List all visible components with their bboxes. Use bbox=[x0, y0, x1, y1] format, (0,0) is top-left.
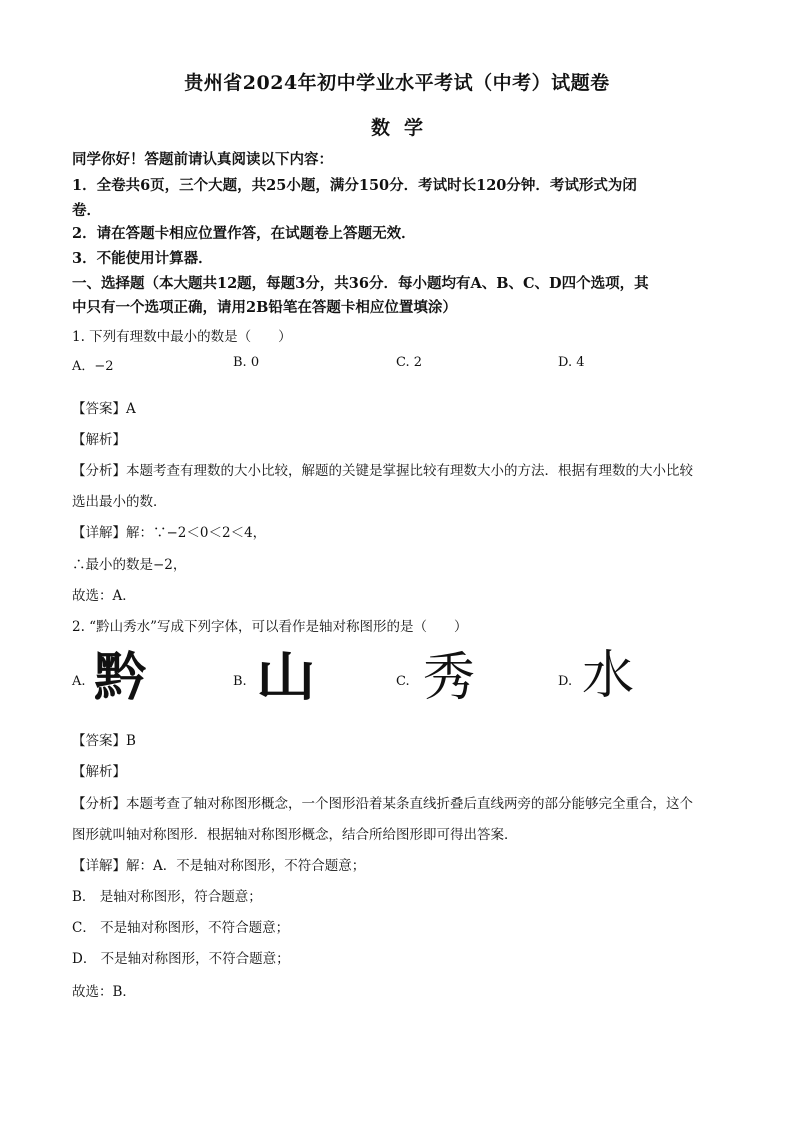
q2-detail-b: B． 是轴对称图形，符合题意； bbox=[72, 889, 262, 905]
q1-option-a: A．−2 bbox=[72, 359, 114, 374]
q2-option-d-label: D. bbox=[558, 674, 573, 689]
q1-option-d: D. 4 bbox=[558, 355, 585, 370]
q1-option-b: B. 0 bbox=[233, 355, 260, 370]
page-title: 贵州省2024年初中学业水平考试（中考）试题卷 bbox=[184, 72, 610, 94]
q2-option-a-label: A. bbox=[72, 674, 86, 689]
q2-detail-c: C． 不是轴对称图形，不符合题意； bbox=[72, 920, 290, 936]
q2-detail-d: D． 不是轴对称图形，不符合题意； bbox=[72, 951, 290, 967]
q2-analysis-tag: 【解析】 bbox=[72, 764, 126, 780]
instruction-item-1-cont: 卷． bbox=[72, 202, 101, 219]
q2-stem: 2. “黔山秀水”写成下列字体，可以看作是轴对称图形的是（ ） bbox=[72, 619, 468, 635]
q1-detail: 【详解】解：∵−2＜0＜2＜4， bbox=[72, 525, 267, 541]
section-heading: 一、选择题（本大题共12题，每题3分，共36分．每小题均有A、B、C、D四个选项，其 bbox=[72, 275, 649, 292]
q1-answer: 【答案】A bbox=[72, 401, 136, 417]
subject-title: 数学 bbox=[370, 117, 437, 139]
q1-detail-conclusion: ∴最小的数是−2， bbox=[72, 557, 187, 573]
q2-option-b-label: B. bbox=[233, 674, 247, 689]
q2-option-a-glyph: 黔 bbox=[94, 648, 147, 708]
section-heading-cont: 中只有一个选项正确，请用2B铅笔在答题卡相应位置填涂） bbox=[72, 299, 457, 316]
instructions-greeting: 同学你好！答题前请认真阅读以下内容： bbox=[72, 151, 333, 168]
instruction-item-1: 1．全卷共6页，三个大题，共25小题，满分150分．考试时长120分钟．考试形式为闭 bbox=[72, 177, 637, 194]
q2-analysis-cont: 图形就叫轴对称图形．根据轴对称图形概念，结合所给图形即可得出答案． bbox=[72, 827, 518, 843]
q2-answer: 【答案】B bbox=[72, 733, 136, 749]
q1-analysis-cont: 选出最小的数． bbox=[72, 494, 167, 510]
q2-option-b-glyph: 山 bbox=[256, 648, 316, 708]
instruction-item-2: 2．请在答题卡相应位置作答，在试题卷上答题无效． bbox=[72, 225, 416, 242]
q1-analysis-tag: 【解析】 bbox=[72, 432, 126, 448]
q2-option-c-label: C. bbox=[396, 674, 410, 689]
q2-choice: 故选：B． bbox=[72, 984, 136, 1000]
q2-analysis: 【分析】本题考查了轴对称图形概念，一个图形沿着某条直线折叠后直线两旁的部分能够完全重合，这个 bbox=[72, 796, 693, 812]
q1-choice: 故选：A． bbox=[72, 588, 136, 604]
q2-option-c-glyph: 秀 bbox=[423, 648, 476, 708]
q1-option-c: C. 2 bbox=[396, 355, 423, 370]
q1-analysis: 【分析】本题考查有理数的大小比较，解题的关键是掌握比较有理数大小的方法．根据有理数的大小比较 bbox=[72, 463, 693, 479]
q2-option-d-glyph: 水 bbox=[582, 646, 635, 706]
q1-stem: 1. 下列有理数中最小的数是（ ） bbox=[72, 329, 292, 345]
instruction-item-3: 3．不能使用计算器． bbox=[72, 250, 213, 267]
q2-detail: 【详解】解：A．不是轴对称图形，不符合题意； bbox=[72, 858, 366, 874]
